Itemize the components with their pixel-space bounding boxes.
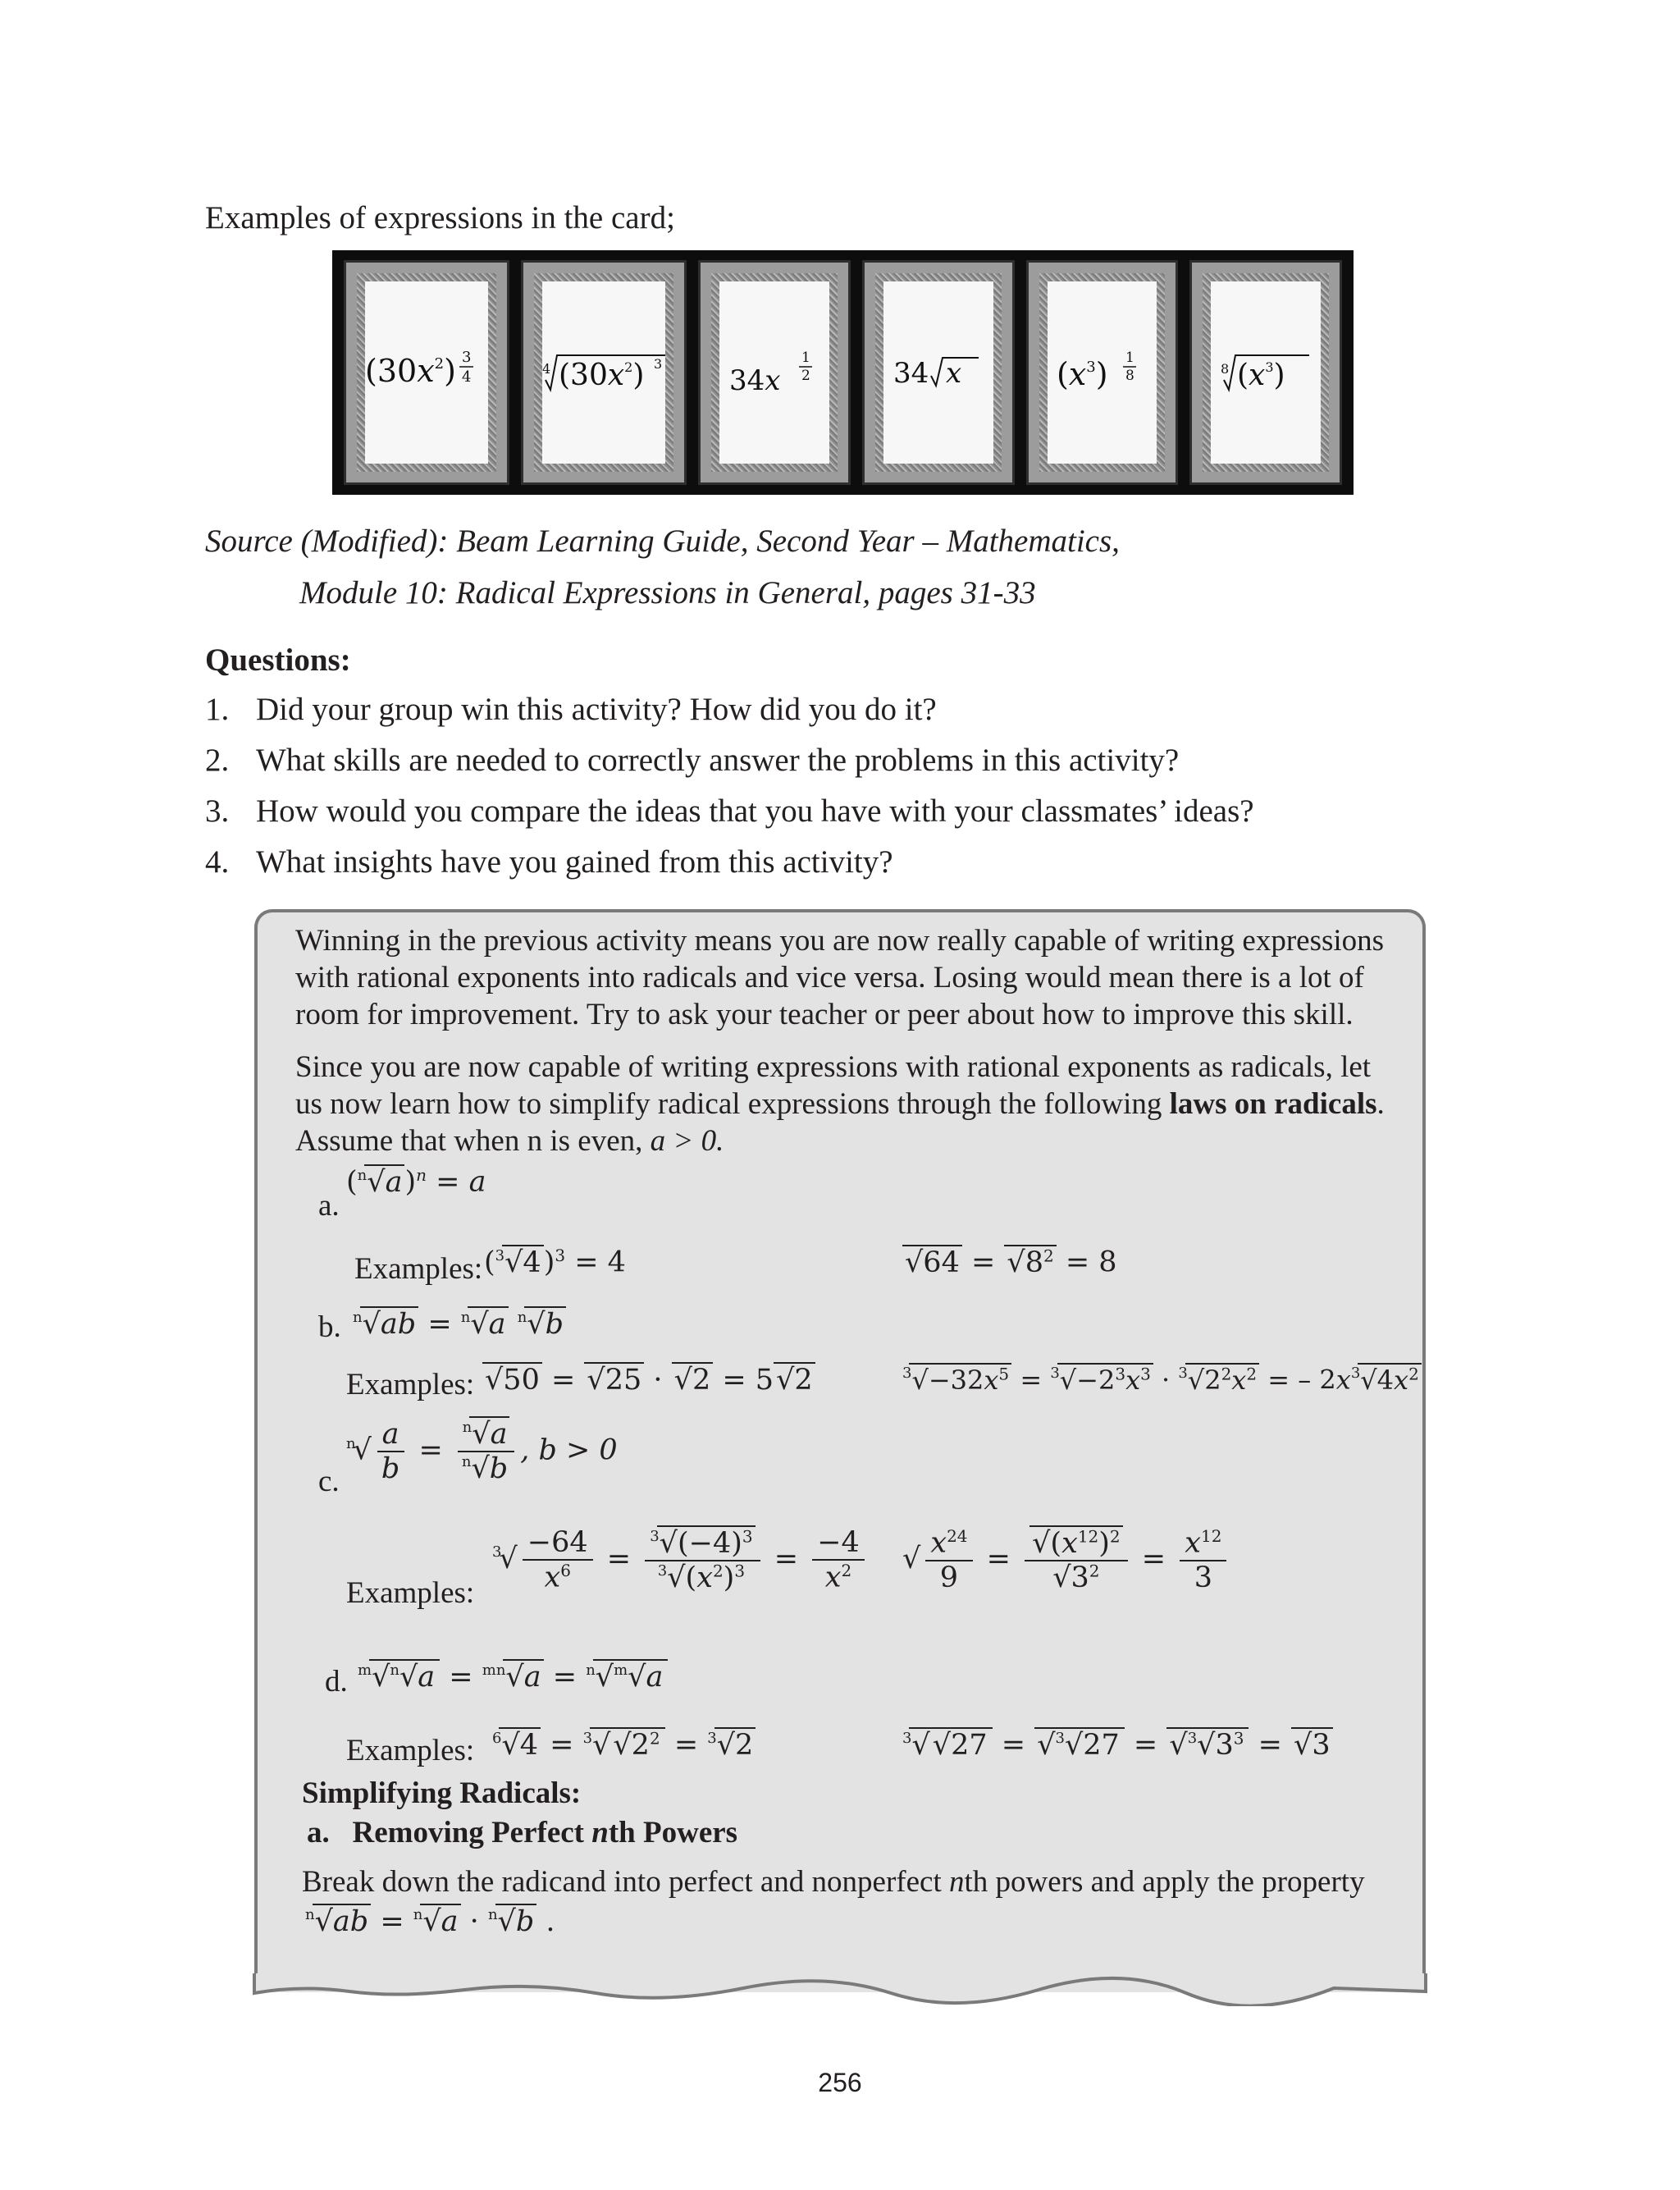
law-c-example-2: √ $\frac{x^{24}}{9}$ = $\frac{√(x^{12})^2}{√3^2}$ = $\frac{x^{12}}{3}$ (902, 1526, 1231, 1594)
question-number: 2. (205, 743, 230, 778)
card-1 (344, 260, 509, 485)
law-d-label: d. (325, 1665, 348, 1699)
law-c-example-1: $^3$√ $\frac{-64}{x^6}$ = $\frac{^3√(-4)^3}{^3√(x^2)^3}$ = $\frac{-4}{x^2}$ (492, 1526, 870, 1594)
questions-list (205, 691, 1254, 894)
box-paragraph-1: Winning in the previous activity means you are now really capable of writing expressions with rational exponents into radicals and vice versa. Losing would mean there is a lot of room for improvement. Try to ask your teacher or peer about how to improve this skill. (295, 924, 1385, 1031)
break-text-n: n (949, 1865, 965, 1899)
card-expression-4 (893, 348, 984, 397)
law-d-formula: $^m$√$^n$√a = $^{mn}$√a = $^n$√$^m$√a (358, 1661, 668, 1694)
removing-powers-heading (307, 1815, 737, 1850)
break-down-text (302, 1864, 1365, 1900)
para2-text: Since you are now capable of writing expressions with rational exponents as radicals, let us now learn how to simplify radical expressions through the following (295, 1050, 1372, 1121)
card-3 (698, 260, 851, 485)
card-strip (332, 250, 1354, 495)
sub-a-label: a. (307, 1816, 330, 1849)
source-line-2: Module 10: Radical Expressions in General, pages 31-33 (299, 575, 1036, 610)
law-c-label: c. (318, 1465, 340, 1498)
sub-a-title: Removing Perfect (352, 1816, 592, 1849)
sub-a-title-n: n (591, 1816, 609, 1849)
svg-text:(x3): $(x^3)$ (1057, 356, 1108, 392)
break-text-2: th powers and apply the property (964, 1865, 1365, 1899)
svg-text:8: 8 (1221, 361, 1230, 377)
svg-text:(x3): $(x^3)$ (1237, 359, 1285, 392)
question-number: 1. (205, 692, 230, 727)
examples-label-a: Examples: (354, 1252, 483, 1286)
svg-text:3: 3 (462, 349, 472, 366)
law-a-example-2: $√64 = √8^2 = 8$ (902, 1246, 1117, 1279)
property-formula: $^n$√ab = $^n$√a · $^n$√b . (305, 1905, 555, 1938)
svg-text:4: 4 (462, 368, 472, 386)
question-item (205, 742, 1254, 793)
law-c-formula: $^n$√ $\frac{a}{b}$ = $\frac{^n√a}{^n√b}$ , b > 0 (346, 1418, 618, 1485)
examples-label-b: Examples: (346, 1368, 475, 1401)
question-text: Did your group win this activity? How did you do it? (256, 692, 937, 727)
law-b-example-2: $^3√-32x^5 = ^3√-2^3x^3 \cdot ^3√2^2x^2$ = – $2x^3√4x^2$ (902, 1364, 1422, 1396)
svg-text:34: 34 (892, 357, 929, 390)
source-citation (205, 515, 1120, 619)
law-b-formula: $^n$√ab = $^n$√a $^n$√b (353, 1308, 566, 1341)
law-b-label: b. (318, 1310, 341, 1344)
svg-text:2: 2 (801, 368, 810, 384)
law-b-example-1: √50 = √25 · √2 = 5√2 (482, 1364, 815, 1397)
svg-text:3: 3 (654, 356, 663, 372)
law-a-example-1: $(^3√4)^3 = 4$ (484, 1246, 626, 1279)
law-a-label: a. (318, 1189, 340, 1223)
source-line-1: Source (Modified): Beam Learning Guide, Second Year – Mathematics, (205, 523, 1120, 559)
svg-text:34x: 34x (728, 364, 781, 397)
question-number: 4. (205, 844, 230, 880)
card-expression-2 (542, 344, 665, 401)
card-5 (1026, 260, 1179, 485)
question-text: How would you compare the ideas that you have with your classmates’ ideas? (256, 793, 1254, 829)
svg-text:x: x (945, 357, 961, 390)
intro-text: Examples of expressions in the card; (205, 200, 675, 235)
question-item (205, 691, 1254, 742)
svg-text:1: 1 (1125, 350, 1135, 366)
box-torn-edge (251, 1973, 1429, 2006)
svg-text:1: 1 (801, 350, 810, 366)
svg-text:4: 4 (542, 361, 551, 377)
card-expression-6 (1221, 344, 1311, 401)
law-a-formula: $(^n√a)^n = a$ (346, 1165, 486, 1199)
para2-text-b: . Assume that when n is even, (295, 1087, 1385, 1158)
svg-text:8: 8 (1125, 368, 1135, 384)
law-c-condition: , b > 0 (520, 1433, 618, 1467)
card-6 (1189, 260, 1342, 485)
para2-condition: a > 0. (650, 1124, 724, 1158)
questions-heading: Questions: (205, 642, 351, 678)
card-4 (862, 260, 1015, 485)
laws-on-radicals: laws on radicals (1169, 1087, 1377, 1121)
box-paragraph-2 (295, 1049, 1399, 1159)
examples-label-c: Examples: (346, 1576, 475, 1610)
law-d-example-2: $^3√√27 = √^3√27 = √^3√3^3 = √3$ (902, 1728, 1333, 1762)
simplifying-heading: Simplifying Radicals: (302, 1776, 582, 1810)
question-text: What insights have you gained from this activity? (256, 844, 893, 880)
card-expression-5 (1057, 344, 1147, 401)
question-item (205, 844, 1254, 894)
question-item (205, 793, 1254, 844)
examples-label-d: Examples: (346, 1734, 475, 1767)
sub-a-title-end: th Powers (608, 1816, 738, 1849)
card-expression-3 (729, 344, 819, 401)
svg-text:(30x2): $(30x^2)$ (559, 359, 645, 392)
svg-text:(30x2): $(30x^2)$ (365, 353, 456, 389)
question-number: 3. (205, 793, 230, 829)
break-text-1: Break down the radicand into perfect and nonperfect (302, 1865, 949, 1899)
question-text: What skills are needed to correctly answer the problems in this activity? (256, 743, 1180, 778)
page-number: 256 (818, 2068, 862, 2097)
law-d-example-1: $^6√4 = ^3√√2^2 = ^3√2$ (492, 1728, 756, 1762)
card-2 (521, 260, 687, 485)
card-expression-1 (365, 344, 488, 401)
